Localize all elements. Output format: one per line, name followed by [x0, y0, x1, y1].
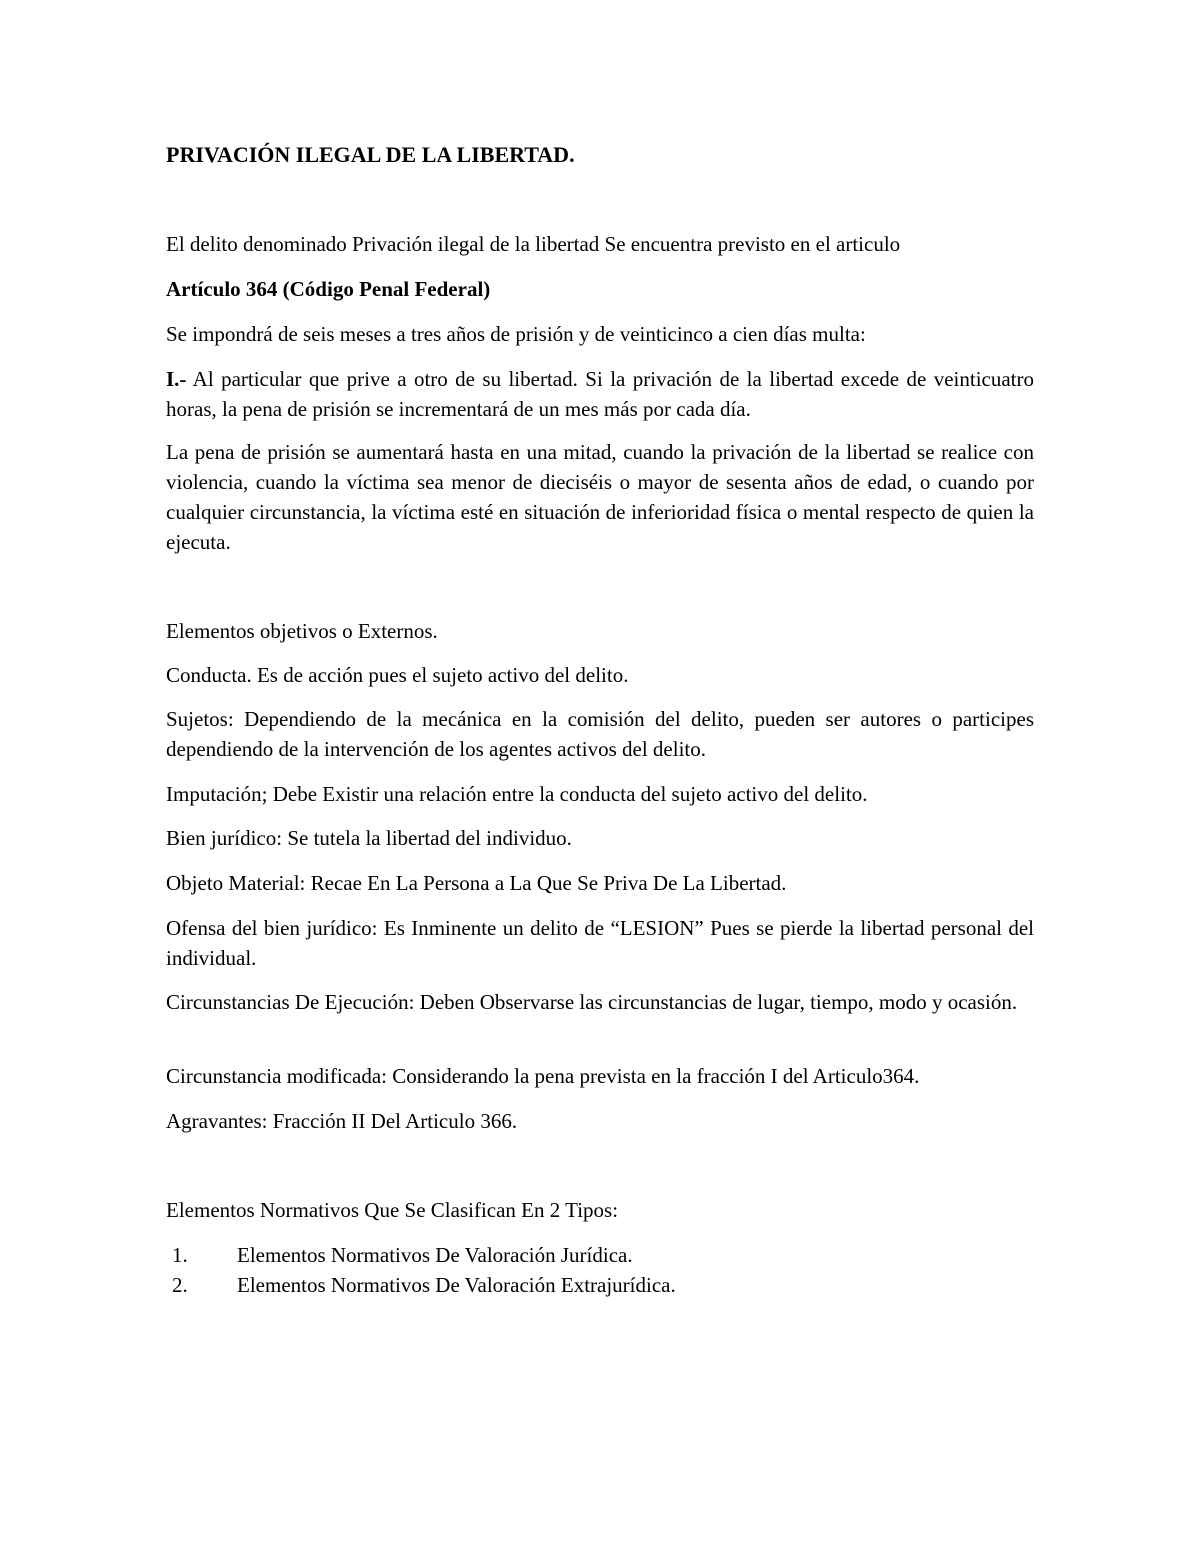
sujetos-paragraph: Sujetos: Dependiendo de la mecánica en la comisión del delito, pueden ser autores o participes dependiendo de la intervención de los agentes activos del delito.	[166, 707, 1034, 761]
document-title: PRIVACIÓN ILEGAL DE LA LIBERTAD.	[166, 142, 575, 167]
ofensa-paragraph: Ofensa del bien jurídico: Es Inminente un delito de “LESION” Pues se pierde la libertad personal del individual.	[166, 916, 1034, 970]
list-item-text: Elementos Normativos De Valoración Jurídica.	[237, 1243, 633, 1267]
objeto-material-paragraph: Objeto Material: Recae En La Persona a La Que Se Priva De La Libertad.	[166, 871, 787, 895]
fraction-text: Al particular que prive a otro de su libertad. Si la privación de la libertad excede de veinticuatro horas, la pena de prisión se incrementará de un mes más por cada día.	[166, 367, 1034, 421]
fraction-label: I.-	[166, 367, 187, 391]
article-heading: Artículo 364 (Código Penal Federal)	[166, 277, 491, 301]
intro-paragraph: El delito denominado Privación ilegal de la libertad Se encuentra previsto en el articulo	[166, 232, 901, 256]
conducta-paragraph: Conducta. Es de acción pues el sujeto activo del delito.	[166, 663, 629, 687]
normative-elements-heading: Elementos Normativos Que Se Clasifican En 2 Tipos:	[166, 1198, 619, 1222]
list-item-number: 2.	[172, 1273, 188, 1297]
aggravation-paragraph: La pena de prisión se aumentará hasta en una mitad, cuando la privación de la libertad se realice con violencia, cuando la víctima sea menor de dieciséis o mayor de sesenta años de edad, o cuando por cualquier circunstancia, la víctima esté en situación de inferioridad física o mental respecto de quien la ejecuta.	[166, 440, 1034, 554]
fraction-paragraph	[166, 364, 1034, 424]
objective-elements-heading: Elementos objetivos o Externos.	[166, 619, 438, 643]
circunstancias-paragraph: Circunstancias De Ejecución: Deben Observarse las circunstancias de lugar, tiempo, modo y ocasión.	[166, 990, 1018, 1014]
list-item-number: 1.	[172, 1243, 188, 1267]
bien-juridico-paragraph: Bien jurídico: Se tutela la libertad del individuo.	[166, 826, 572, 850]
imputacion-paragraph: Imputación; Debe Existir una relación entre la conducta del sujeto activo del delito.	[166, 782, 868, 806]
list-item-text: Elementos Normativos De Valoración Extrajurídica.	[237, 1273, 676, 1297]
circunstancia-modificada-paragraph: Circunstancia modificada: Considerando la pena prevista en la fracción I del Articulo364.	[166, 1064, 920, 1088]
agravantes-paragraph: Agravantes: Fracción II Del Articulo 366.	[166, 1109, 518, 1133]
penalty-paragraph: Se impondrá de seis meses a tres años de prisión y de veinticinco a cien días multa:	[166, 322, 866, 346]
